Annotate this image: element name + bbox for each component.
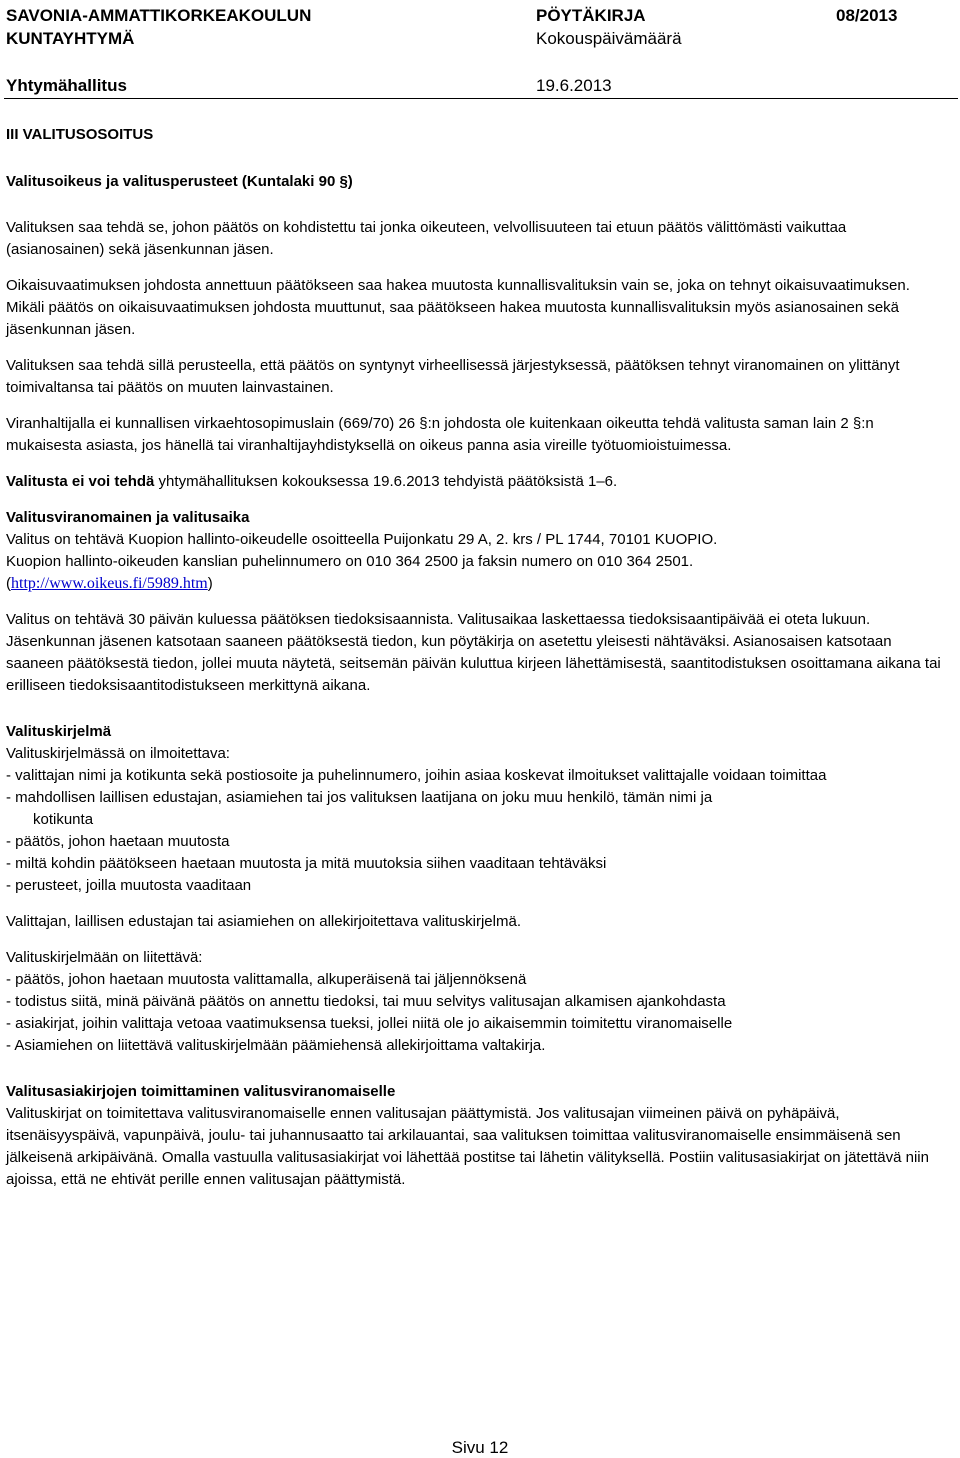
appeal-rights-subtitle: Valitusoikeus ja valitusperusteet (Kuntalaki 90 §): [6, 173, 353, 190]
no-appeal-bold: Valitusta ei voi tehdä: [6, 473, 155, 490]
link-close-paren: ): [207, 575, 213, 592]
authority-address: Valitus on tehtävä Kuopion hallinto-oikeudelle osoitteella Puijonkatu 29 A, 2. krs / PL 1744, 70101 KUOPIO.: [6, 531, 718, 548]
list-item: - miltä kohdin päätökseen haetaan muutosta ja mitä muutoksia siihen vaaditaan tehtäväksi: [6, 855, 607, 872]
court-website-link[interactable]: http://www.oikeus.fi/5989.htm: [11, 575, 208, 592]
list-item: - Asiamiehen on liitettävä valituskirjelmään päämiehensä allekirjoittama valtakirja.: [6, 1037, 546, 1054]
paragraph-appeal-right: Valituksen saa tehdä se, johon päätös on kohdistettu tai jonka oikeuteen, velvollisuuteen tai etuun päätös välittömästi vaikuttaa (asianosainen) sekä jäsenkunnan jäsen.: [6, 219, 847, 258]
paragraph-rectification: Oikaisuvaatimuksen johdosta annettuun päätökseen saa hakea muutosta kunnallisvalituksin vain se, joka on tehnyt oikaisuvaatimuksen. Mikäli päätös on oikaisuvaatimuksen johdosta muuttunut, saa päätökseen hakea muutosta kunnallisvalituksin myös asianosainen sekä jäsenkunnan jäsen.: [6, 277, 910, 338]
list-item: - päätös, johon haetaan muutosta valittamalla, alkuperäisenä tai jäljennöksenä: [6, 971, 527, 988]
signing-requirement: Valittajan, laillisen edustajan tai asiamiehen on allekirjoitettava valituskirjelmä.: [6, 913, 521, 930]
list-item: - asiakirjat, joihin valittaja vetoaa vaatimuksensa tueksi, jollei niitä ole jo aikaisemmin toimitettu viranomaiselle: [6, 1015, 733, 1032]
body-name: Yhtymähallitus: [6, 76, 127, 95]
authority-link-line: [6, 573, 942, 595]
delivery-heading: Valitusasiakirjojen toimittaminen valitusviranomaiselle: [6, 1083, 396, 1100]
document-number: 08/2013: [836, 6, 898, 25]
page-number: Sivu 12: [451, 1438, 509, 1457]
paragraph-appeal-time: Valitus on tehtävä 30 päivän kuluessa päätöksen tiedoksisaannista. Valitusaikaa laskettaessa tiedoksisaantipäivää ei oteta lukuun. Jäsenkunnan jäsenen katsotaan saaneen päätöksestä tiedon, kun pöytäkirja on asetettu yleisesti nähtäväksi. Asianosaisen katsotaan saaneen päätöksestä tiedon, jollei muuta näytetä, seitsemän päivän kuluttua kirjeen lähettämisestä, saantitodistuksen osoittamana aikana tai erilliseen tiedoksisaantitodistukseen merkittynä aikana.: [6, 611, 941, 694]
letter-intro: Valituskirjelmässä on ilmoitettava:: [6, 745, 230, 762]
list-item-continuation: kotikunta: [33, 811, 94, 828]
organization-name-line2: KUNTAYHTYMÄ: [6, 29, 135, 48]
paragraph-official: Viranhaltijalla ei kunnallisen virkaehtosopimuslain (669/70) 26 §:n johdosta ole kuitenkaan oikeutta tehdä valitusta saman lain 2 §:n mukaisesta asiasta, jos hänellä tai viranhaltijayhdistyksellä on oikeus panna asia vireille työtuomioistuimessa.: [6, 415, 874, 454]
authority-heading: Valitusviranomainen ja valitusaika: [6, 509, 250, 526]
no-appeal-statement: [6, 471, 942, 493]
delivery-text: Valituskirjat on toimitettava valitusviranomaiselle ennen valitusajan päättymistä. Jos valitusajan viimeinen päivä on pyhäpäivä, itsenäisyyspäivä, vapunpäivä, joulu- tai juhannusaatto tai arkilauantai, saa valituksen toimittaa valitusviranomaiselle ensimmäisenä sen jälkeisenä arkipäivänä. Omalla vastuulla valitusasiakirjat voi lähettää postitse tai lähetin välityksellä. Postiin valitusasiakirjat on jätettävä niin ajoissa, että ne ehtivät perille ennen valitusajan päättymistä.: [6, 1105, 929, 1188]
list-item: - päätös, johon haetaan muutosta: [6, 833, 230, 850]
list-item: - mahdollisen laillisen edustajan, asiamiehen tai jos valituksen laatijana on joku muu henkilö, tämän nimi ja: [6, 789, 713, 806]
date-label: Kokouspäivämäärä: [536, 29, 682, 48]
list-item: - todistus siitä, minä päivänä päätös on annettu tiedoksi, tai muu selvitys valitusajan alkamisen ajankohdasta: [6, 993, 726, 1010]
list-item: - perusteet, joilla muutosta vaaditaan: [6, 877, 252, 894]
section-title: III VALITUSOSOITUS: [6, 126, 154, 143]
document-body: [6, 124, 942, 1191]
list-item: - valittajan nimi ja kotikunta sekä postiosoite ja puhelinnumero, joihin asiaa koskevat ilmoitukset valittajalle voidaan toimittaa: [6, 767, 827, 784]
paragraph-grounds: Valituksen saa tehdä sillä perusteella, että päätös on syntynyt virheellisessä järjestyksessä, päätöksen tehnyt viranomainen on ylittänyt toimivaltansa tai päätös on muuten lainvastainen.: [6, 357, 900, 396]
organization-name: SAVONIA-AMMATTIKORKEAKOULUN: [6, 6, 312, 25]
document-type: PÖYTÄKIRJA: [536, 6, 646, 25]
authority-phone: Kuopion hallinto-oikeuden kanslian puhelinnumero on 010 364 2500 ja faksin numero on 010 364 2501.: [6, 553, 694, 570]
letter-heading: Valituskirjelmä: [6, 723, 112, 740]
header-divider: [4, 98, 958, 99]
attachments-intro: Valituskirjelmään on liitettävä:: [6, 949, 203, 966]
link-open-paren: (: [6, 575, 11, 592]
no-appeal-rest: yhtymähallituksen kokouksessa 19.6.2013 tehdyistä päätöksistä 1–6.: [154, 473, 618, 490]
meeting-date: 19.6.2013: [536, 76, 612, 95]
